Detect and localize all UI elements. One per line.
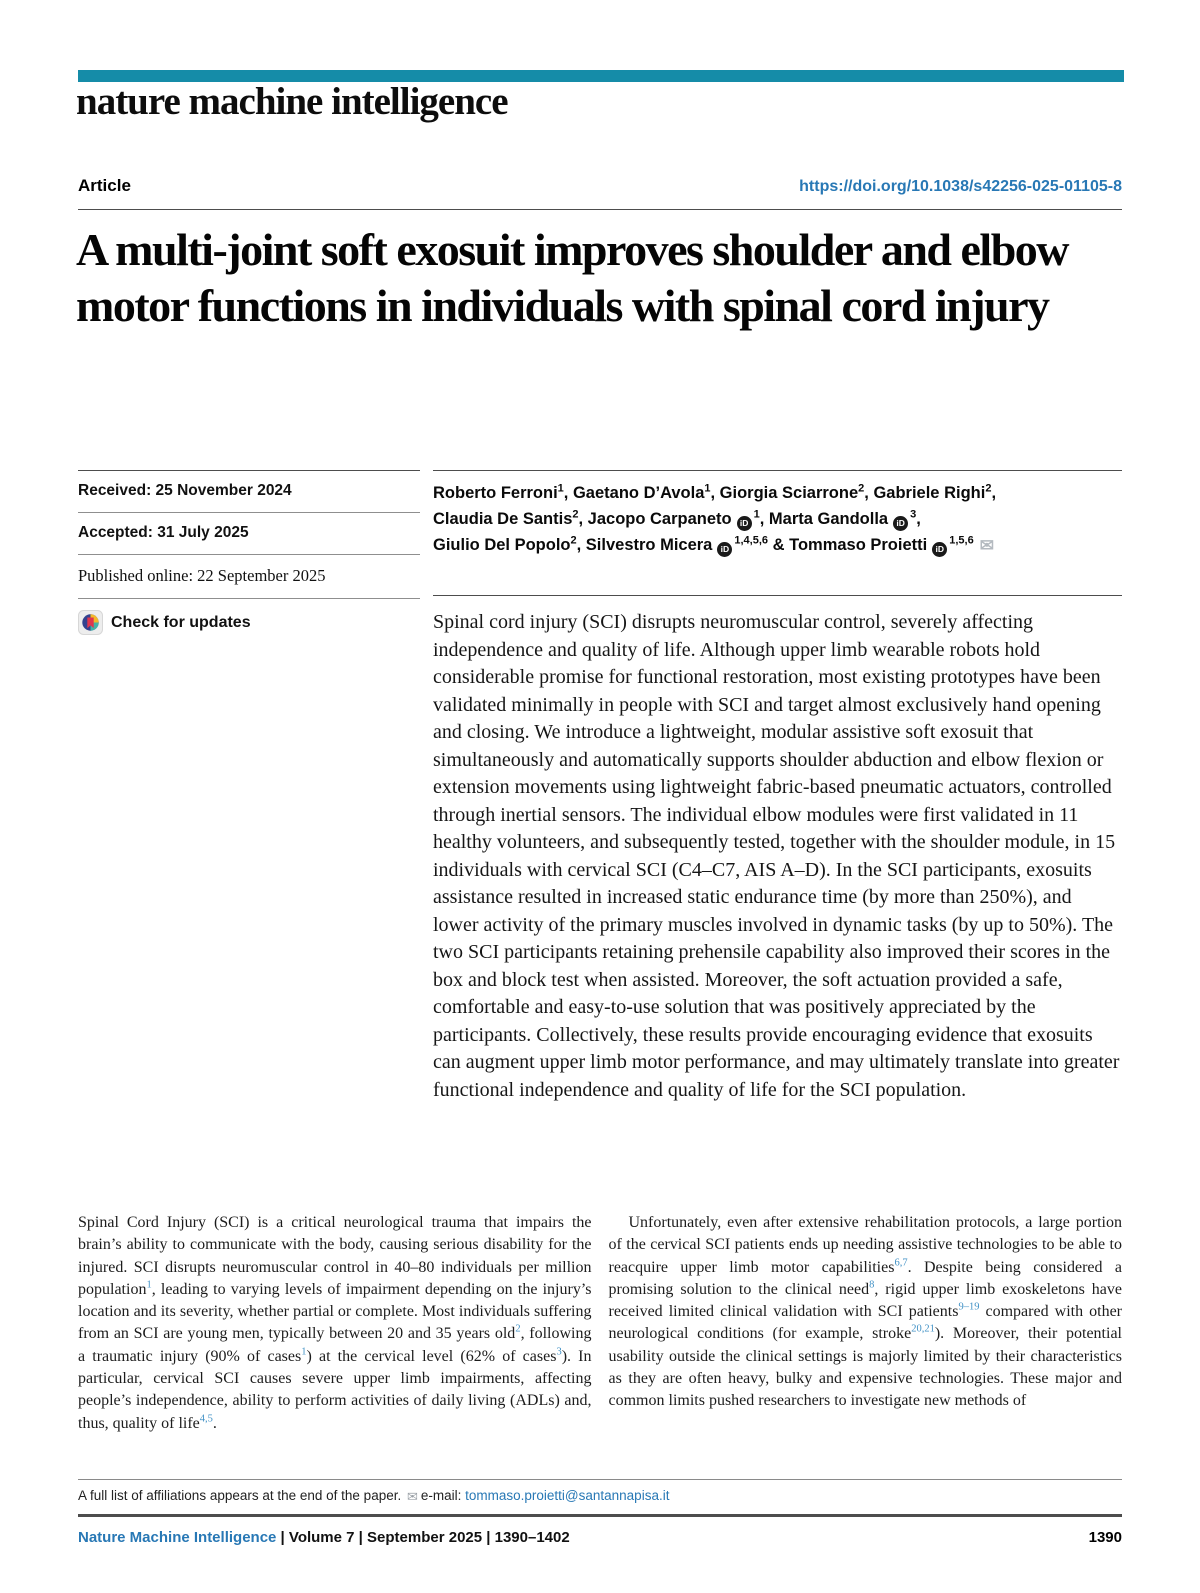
reference-link[interactable]: 1 <box>301 1346 307 1358</box>
reference-link[interactable]: 8 <box>869 1279 875 1291</box>
orcid-icon: iD <box>737 516 752 531</box>
received-date: Received: 25 November 2024 <box>78 470 420 512</box>
link[interactable]: tommaso.proietti@santannapisa.it <box>465 1488 670 1503</box>
affiliations-note: A full list of affiliations appears at the end of the paper. ✉ e-mail: tommaso.proietti@santannapisa.it <box>78 1479 1122 1505</box>
article-type-label: Article <box>78 176 131 195</box>
article-header-row <box>78 176 1122 210</box>
footer-journal-line <box>78 1529 1122 1546</box>
authors-abstract-column <box>433 470 1122 1104</box>
paragraph: Spinal Cord Injury (SCI) is a critical neurological trauma that impairs the brain’s ability to communicate with the body, causing serious disability for the injured. SCI disrupts neuromuscular control in 40–80 individuals per million population$^1$, leading to varying levels of impairment depending on the injury’s location and its severity, whether partial or complete. Most individuals suffering from an SCI are young men, typically between 20 and 35 years old$^2$, following a traumatic injury (90% of cases$^1$) at the cervical level (62% of cases$^3$). In particular, cervical SCI causes severe upper limb impairments, affecting people’s independence, ability to perform activities of daily living (ADLs) and, thus, quality of life$^{4,5}$. <box>78 1214 592 1432</box>
crossmark-icon <box>78 610 103 635</box>
page-number: 1390 <box>1088 1529 1122 1546</box>
body-column-left <box>78 1212 592 1435</box>
journal-masthead: nature machine intelligence <box>76 80 508 123</box>
body-column-right <box>609 1212 1123 1435</box>
reference-link[interactable]: 20,21 <box>911 1324 935 1336</box>
check-for-updates-button[interactable] <box>78 598 420 647</box>
body-text <box>78 1212 1122 1435</box>
reference-link[interactable]: 4,5 <box>199 1413 213 1425</box>
article-title: A multi-joint soft exosuit improves shoulder and elbow motor functions in individuals with spinal cord injury <box>76 224 1069 331</box>
accepted-date: Accepted: 31 July 2025 <box>78 512 420 554</box>
link[interactable]: Nature Machine Intelligence <box>78 1529 277 1546</box>
envelope-icon: ✉ <box>979 536 994 555</box>
reference-link[interactable]: 9–19 <box>958 1301 980 1313</box>
footer-divider <box>78 1514 1122 1517</box>
orcid-icon: iD <box>717 542 732 557</box>
reference-link[interactable]: 1 <box>146 1279 152 1291</box>
meta-section <box>78 470 1122 1104</box>
envelope-icon: ✉ <box>406 1489 418 1504</box>
orcid-icon: iD <box>893 516 908 531</box>
published-date: Published online: 22 September 2025 <box>78 554 420 598</box>
journal-volume-info: Nature Machine Intelligence | Volume 7 | September 2025 | 1390–1402 <box>78 1529 570 1546</box>
abstract-text: Spinal cord injury (SCI) disrupts neuromuscular control, severely affecting independence and quality of life. Although upper limb wearable robots hold considerable promise for functional restoration, most existing prototypes have been validated minimally in people with SCI and target almost exclusively hand opening and closing. We introduce a lightweight, modular assistive soft exosuit that simultaneously and automatically supports shoulder abduction and elbow flexion or extension movements using lightweight fabric-based pneumatic actuators, controlled through inertial sensors. The individual elbow modules were first validated in 11 healthy volunteers, and subsequently tested, together with the shoulder module, in 15 individuals with cervical SCI (C4–C7, AIS A–D). In the SCI participants, exosuits assistance resulted in increased static endurance time (by more than 250%), and lower activity of the primary muscles involved in dynamic tasks (by up to 50%). The two SCI participants retaining prehensile capability also improved their scores in the box and block test when assisted. Moreover, the soft actuation provided a safe, comfortable and easy-to-use solution that was positively appreciated by the participants. Collectively, these results provide encouraging evidence that exosuits can augment upper limb motor performance, and may ultimately translate into greater functional independence and quality of life for the SCI population. <box>433 595 1122 1104</box>
paragraph: Unfortunately, even after extensive rehabilitation protocols, a large portion of the cervical SCI patients ends up needing assistive technologies to be able to reacquire upper limb motor capabilities$^{6,7}$. Despite being considered a promising solution to the clinical need$^8$, rigid upper limb exoskeletons have received limited clinical validation with SCI patients$^{9-19}$ compared with other neurological conditions (for example, stroke$^{20,21}$). Moreover, their potential usability outside the clinical settings is majorly limited by their characteristics as they are often heavy, bulky and expensive technologies. These major and common limits pushed researchers to investigate new methods of <box>608 1214 1123 1410</box>
dates-sidebar <box>78 470 420 1104</box>
check-for-updates-label: Check for updates <box>111 613 251 631</box>
authors-line: Roberto Ferroni$^1$, Gaetano D’Avola$^1$, Giorgia Sciarrone$^2$, Gabriele Righi$^2$, Claudia De Santis$^2$, Jacopo Carpaneto $iD^1$, Marta Gandolla $iD^3$, Giulio Del Popolo$^2$, Silvestro Micera iD$^{1,4,5,6}$ & Tommaso Proietti iD$^{1,5,6}$ ✉ <box>433 470 1122 559</box>
reference-link[interactable]: 2 <box>515 1324 521 1336</box>
doi-link[interactable]: https://doi.org/10.1038/s42256-025-01105-8 <box>799 178 1122 195</box>
reference-link[interactable]: 6,7 <box>894 1257 908 1269</box>
orcid-icon: iD <box>932 542 947 557</box>
reference-link[interactable]: 3 <box>556 1346 562 1358</box>
